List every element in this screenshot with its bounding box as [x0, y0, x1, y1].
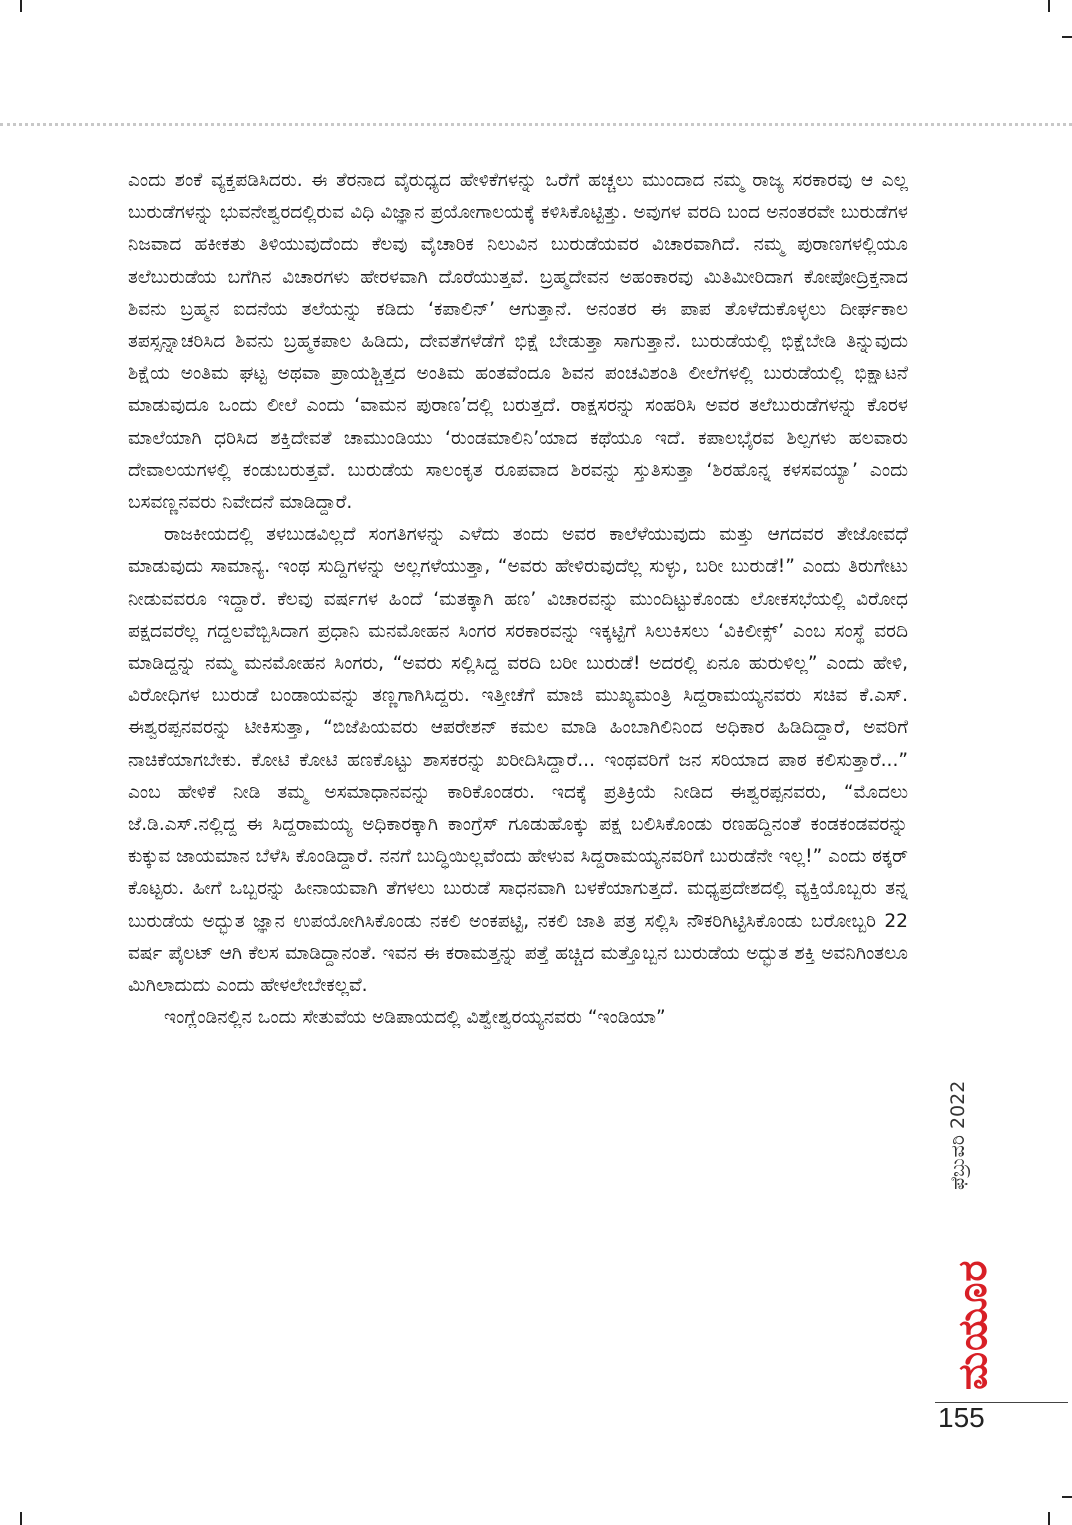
page-number: 155 — [938, 1402, 985, 1433]
issue-date: ಫೆಬ್ರುವರಿ 2022 — [947, 1080, 969, 1190]
article-body — [128, 165, 908, 1034]
crop-mark-bottom-right — [1048, 1512, 1050, 1525]
magazine-name: ಮಯೂರ — [950, 1259, 996, 1390]
crop-mark-bottom-left — [20, 1512, 22, 1525]
crop-mark-right-top — [1062, 36, 1072, 38]
article-paragraph: ರಾಜಕೀಯದಲ್ಲಿ ತಳಬುಡವಿಲ್ಲದೆ ಸಂಗತಿಗಳನ್ನು ಎಳೆದು ತಂದು ಅವರ ಕಾಲೆಳೆಯುವುದು ಮತ್ತು ಆಗದವರ ತೇಜೋವಧೆ ಮಾಡುವುದು ಸಾಮಾನ್ಯ. ಇಂಥ ಸುದ್ದಿಗಳನ್ನು ಅಲ್ಲಗಳೆಯುತ್ತಾ, “ಅವರು ಹೇಳಿರುವುದೆಲ್ಲ ಸುಳ್ಳು, ಬರೀ ಬುರುಡೆ!” ಎಂದು ತಿರುಗೇಟು ನೀಡುವವರೂ ಇದ್ದಾರೆ. ಕೆಲವು ವರ್ಷಗಳ ಹಿಂದೆ ‘ಮತಕ್ಕಾಗಿ ಹಣ’ ವಿಚಾರವನ್ನು ಮುಂದಿಟ್ಟುಕೊಂಡು ಲೋಕಸಭೆಯಲ್ಲಿ ವಿರೋಧ ಪಕ್ಷದವರೆಲ್ಲ ಗದ್ದಲವೆಬ್ಬಿಸಿದಾಗ ಪ್ರಧಾನಿ ಮನಮೋಹನ ಸಿಂಗರ ಸರಕಾರವನ್ನು ಇಕ್ಕಟ್ಟಿಗೆ ಸಿಲುಕಿಸಲು ‘ವಿಕಿಲೀಕ್ಸ್’ ಎಂಬ ಸಂಸ್ಥೆ ವರದಿ ಮಾಡಿದ್ದನ್ನು ನಮ್ಮ ಮನಮೋಹನ ಸಿಂಗರು, “ಅವರು ಸಲ್ಲಿಸಿದ್ದ ವರದಿ ಬರೀ ಬುರುಡೆ! ಅದರಲ್ಲಿ ಏನೂ ಹುರುಳಿಲ್ಲ” ಎಂದು ಹೇಳಿ, ವಿರೋಧಿಗಳ ಬುರುಡೆ ಬಂಡಾಯವನ್ನು ತಣ್ಣಗಾಗಿಸಿದ್ದರು. ಇತ್ತೀಚೆಗೆ ಮಾಜಿ ಮುಖ್ಯಮಂತ್ರಿ ಸಿದ್ದರಾಮಯ್ಯನವರು ಸಚಿವ ಕೆ.ಎಸ್. ಈಶ್ವರಪ್ಪನವರನ್ನು ಟೀಕಿಸುತ್ತಾ, “ಬಿಜೆಪಿಯವರು ಆಪರೇಶನ್ ಕಮಲ ಮಾಡಿ ಹಿಂಬಾಗಿಲಿನಿಂದ ಅಧಿಕಾರ ಹಿಡಿದಿದ್ದಾರೆ, ಅವರಿಗೆ ನಾಚಿಕೆಯಾಗಬೇಕು. ಕೋಟಿ ಕೋಟಿ ಹಣಕೊಟ್ಟು ಶಾಸಕರನ್ನು ಖರೀದಿಸಿದ್ದಾರೆ... ಇಂಥವರಿಗೆ ಜನ ಸರಿಯಾದ ಪಾಠ ಕಲಿಸುತ್ತಾರೆ...” ಎಂಬ ಹೇಳಿಕೆ ನೀಡಿ ತಮ್ಮ ಅಸಮಾಧಾನವನ್ನು ಕಾರಿಕೊಂಡರು. ಇದಕ್ಕೆ ಪ್ರತಿಕ್ರಿಯೆ ನೀಡಿದ ಈಶ್ವರಪ್ಪನವರು, “ಮೊದಲು ಜೆ.ಡಿ.ಎಸ್.ನಲ್ಲಿದ್ದ ಈ ಸಿದ್ದರಾಮಯ್ಯ ಅಧಿಕಾರಕ್ಕಾಗಿ ಕಾಂಗ್ರೆಸ್ ಗೂಡುಹೊಕ್ಕು ಪಕ್ಷ ಬಲಿಸಿಕೊಂಡು ರಣಹದ್ದಿನಂತೆ ಕಂಡಕಂಡವರನ್ನು ಕುಕ್ಕುವ ಜಾಯಮಾನ ಬೆಳೆಸಿ ಕೊಂಡಿದ್ದಾರೆ. ನನಗೆ ಬುದ್ಧಿಯಿಲ್ಲವೆಂದು ಹೇಳುವ ಸಿದ್ದರಾಮಯ್ಯನವರಿಗೆ ಬುರುಡೆನೇ ಇಲ್ಲ!” ಎಂದು ಠಕ್ಕರ್ ಕೊಟ್ಟರು. ಹೀಗೆ ಒಬ್ಬರನ್ನು ಹೀನಾಯವಾಗಿ ತೆಗಳಲು ಬುರುಡೆ ಸಾಧನವಾಗಿ ಬಳಕೆಯಾಗುತ್ತದೆ. ಮಧ್ಯಪ್ರದೇಶದಲ್ಲಿ ವ್ಯಕ್ತಿಯೊಬ್ಬರು ತನ್ನ ಬುರುಡೆಯ ಅದ್ಭುತ ಜ್ಞಾನ ಉಪಯೋಗಿಸಿಕೊಂಡು ನಕಲಿ ಅಂಕಪಟ್ಟಿ, ನಕಲಿ ಜಾತಿ ಪತ್ರ ಸಲ್ಲಿಸಿ ನೌಕರಿಗಿಟ್ಟಿಸಿಕೊಂಡು ಬರೋಬ್ಬರಿ 22 ವರ್ಷ ಪೈಲಟ್ ಆಗಿ ಕೆಲಸ ಮಾಡಿದ್ದಾನಂತೆ. ಇವನ ಈ ಕರಾಮತ್ತನ್ನು ಪತ್ತೆ ಹಚ್ಚಿದ ಮತ್ತೊಬ್ಬನ ಬುರುಡೆಯ ಅದ್ಭುತ ಶಕ್ತಿ ಅವನಿಗಿಂತಲೂ ಮಿಗಿಲಾದುದು ಎಂದು ಹೇಳಲೇಬೇಕಲ್ಲವೆ. — [128, 524, 908, 997]
crop-mark-top-right — [1048, 0, 1050, 12]
header-dotted-rule — [0, 123, 1072, 126]
article-paragraph: ಇಂಗ್ಲೆಂಡಿನಲ್ಲಿನ ಒಂದು ಸೇತುವೆಯ ಅಡಿಪಾಯದಲ್ಲಿ ವಿಶ್ವೇಶ್ವರಯ್ಯನವರು “ಇಂಡಿಯಾ” — [164, 1007, 666, 1029]
crop-mark-top-left — [20, 0, 22, 12]
article-paragraph: ಎಂದು ಶಂಕೆ ವ್ಯಕ್ತಪಡಿಸಿದರು. ಈ ತೆರನಾದ ವೈರುಧ್ಯದ ಹೇಳಿಕೆಗಳನ್ನು ಒರೆಗೆ ಹಚ್ಚಲು ಮುಂದಾದ ನಮ್ಮ ರಾಜ್ಯ ಸರಕಾರವು ಆ ಎಲ್ಲ ಬುರುಡೆಗಳನ್ನು ಭುವನೇಶ್ವರದಲ್ಲಿರುವ ವಿಧಿ ವಿಜ್ಞಾನ ಪ್ರಯೋಗಾಲಯಕ್ಕೆ ಕಳಿಸಿಕೊಟ್ಟಿತ್ತು. ಅವುಗಳ ವರದಿ ಬಂದ ಅನಂತರವೇ ಬುರುಡೆಗಳ ನಿಜವಾದ ಹಕೀಕತು ತಿಳಿಯುವುದೆಂದು ಕೆಲವು ವೈಚಾರಿಕ ನಿಲುವಿನ ಬುರುಡೆಯವರ ವಿಚಾರವಾಗಿದೆ. ನಮ್ಮ ಪುರಾಣಗಳಲ್ಲಿಯೂ ತಲೆಬುರುಡೆಯ ಬಗೆಗಿನ ವಿಚಾರಗಳು ಹೇರಳವಾಗಿ ದೊರೆಯುತ್ತವೆ. ಬ್ರಹ್ಮದೇವನ ಅಹಂಕಾರವು ಮಿತಿಮೀರಿದಾಗ ಕೋಪೋದ್ರಿಕ್ತನಾದ ಶಿವನು ಬ್ರಹ್ಮನ ಐದನೆಯ ತಲೆಯನ್ನು ಕಡಿದು ‘ಕಪಾಲಿನ್’ ಆಗುತ್ತಾನೆ. ಅನಂತರ ಈ ಪಾಪ ತೊಳೆದುಕೊಳ್ಳಲು ದೀರ್ಘಕಾಲ ತಪಸ್ಸನ್ನಾಚರಿಸಿದ ಶಿವನು ಬ್ರಹ್ಮಕಪಾಲ ಹಿಡಿದು, ದೇವತೆಗಳೆಡೆಗೆ ಭಿಕ್ಷೆ ಬೇಡುತ್ತಾ ಸಾಗುತ್ತಾನೆ. ಬುರುಡೆಯಲ್ಲಿ ಭಿಕ್ಷೆಬೇಡಿ ತಿನ್ನುವುದು ಶಿಕ್ಷೆಯ ಅಂತಿಮ ಘಟ್ಟ ಅಥವಾ ಪ್ರಾಯಶ್ಚಿತ್ತದ ಅಂತಿಮ ಹಂತವೆಂದೂ ಶಿವನ ಪಂಚವಿಶಂತಿ ಲೀಲೆಗಳಲ್ಲಿ ಬುರುಡೆಯಲ್ಲಿ ಭಿಕ್ಷಾಟನೆ ಮಾಡುವುದೂ ಒಂದು ಲೀಲೆ ಎಂದು ‘ವಾಮನ ಪುರಾಣ’ದಲ್ಲಿ ಬರುತ್ತದೆ. ರಾಕ್ಷಸರನ್ನು ಸಂಹರಿಸಿ ಅವರ ತಲೆಬುರುಡೆಗಳನ್ನು ಕೊರಳ ಮಾಲೆಯಾಗಿ ಧರಿಸಿದ ಶಕ್ತಿದೇವತೆ ಚಾಮುಂಡಿಯು ‘ರುಂಡಮಾಲಿನಿ’ಯಾದ ಕಥೆಯೂ ಇದೆ. ಕಪಾಲಭೈರವ ಶಿಲ್ಪಗಳು ಹಲವಾರು ದೇವಾಲಯಗಳಲ್ಲಿ ಕಂಡುಬರುತ್ತವೆ. ಬುರುಡೆಯ ಸಾಲಂಕೃತ ರೂಪವಾದ ಶಿರವನ್ನು ಸ್ತುತಿಸುತ್ತಾ ‘ಶಿರಹೊನ್ನ ಕಳಸವಯ್ಯಾ’ ಎಂದು ಬಸವಣ್ಣನವರು ನಿವೇದನೆ ಮಾಡಿದ್ದಾರೆ. — [128, 170, 908, 514]
crop-mark-right-bottom — [1062, 1496, 1072, 1498]
